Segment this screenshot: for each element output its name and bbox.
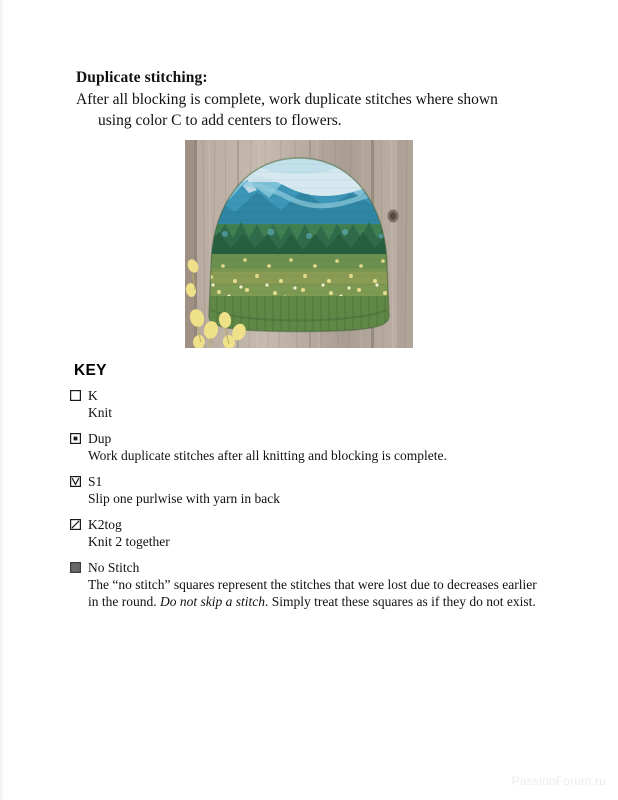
key-desc-no-stitch-part1: The “no stitch” squares represent the stitches that were lost due to decreases earlier in the round. (88, 577, 537, 609)
key-title: KEY (74, 362, 107, 379)
key-desc-k: Knit (88, 405, 113, 420)
key-abbr-no-stitch: No Stitch (88, 560, 140, 575)
site-watermark: PassionForum.ru (511, 774, 606, 788)
section-heading: Duplicate stitching: (76, 69, 208, 86)
square-with-dot-icon (70, 433, 81, 444)
section-body-line-2: where shown using color C to add centers to flowers. (98, 91, 498, 129)
key-desc-s1: Slip one purlwise with yarn in back (88, 491, 280, 506)
square-with-check-icon (70, 476, 81, 487)
key-abbr-k2tog: K2tog (88, 517, 122, 532)
section-body (76, 89, 526, 131)
key-desc-no-stitch-part2: . Simply treat these squares as if they do not exist. (265, 594, 536, 609)
key-abbr-s1: S1 (88, 474, 103, 489)
key-entry-s1 (70, 474, 540, 507)
key-desc-no-stitch (88, 576, 540, 610)
key-desc-dup: Work duplicate stitches after all knitting and blocking is complete. (88, 448, 447, 463)
key-abbr-k: K (88, 388, 98, 403)
key-entry-k2tog (70, 517, 540, 550)
key-legend-list (70, 388, 540, 610)
square-with-diagonal-icon (70, 519, 81, 530)
empty-square-icon (70, 390, 81, 401)
key-desc-k2tog: Knit 2 together (88, 534, 170, 549)
duplicate-stitching-section (76, 68, 526, 131)
key-entry-dup (70, 431, 540, 464)
section-body-line-1: After all blocking is complete, work duplicate stitches (76, 91, 412, 108)
hat-photograph-illustration (185, 140, 413, 348)
key-entry-no-stitch (70, 560, 540, 610)
key-desc-no-stitch-italic: Do not skip a stitch (160, 594, 265, 609)
filled-gray-square-icon (70, 562, 81, 573)
page-scan-edge (0, 0, 5, 800)
hat-photograph (185, 140, 413, 348)
key-abbr-dup: Dup (88, 431, 112, 446)
key-entry-k (70, 388, 540, 421)
